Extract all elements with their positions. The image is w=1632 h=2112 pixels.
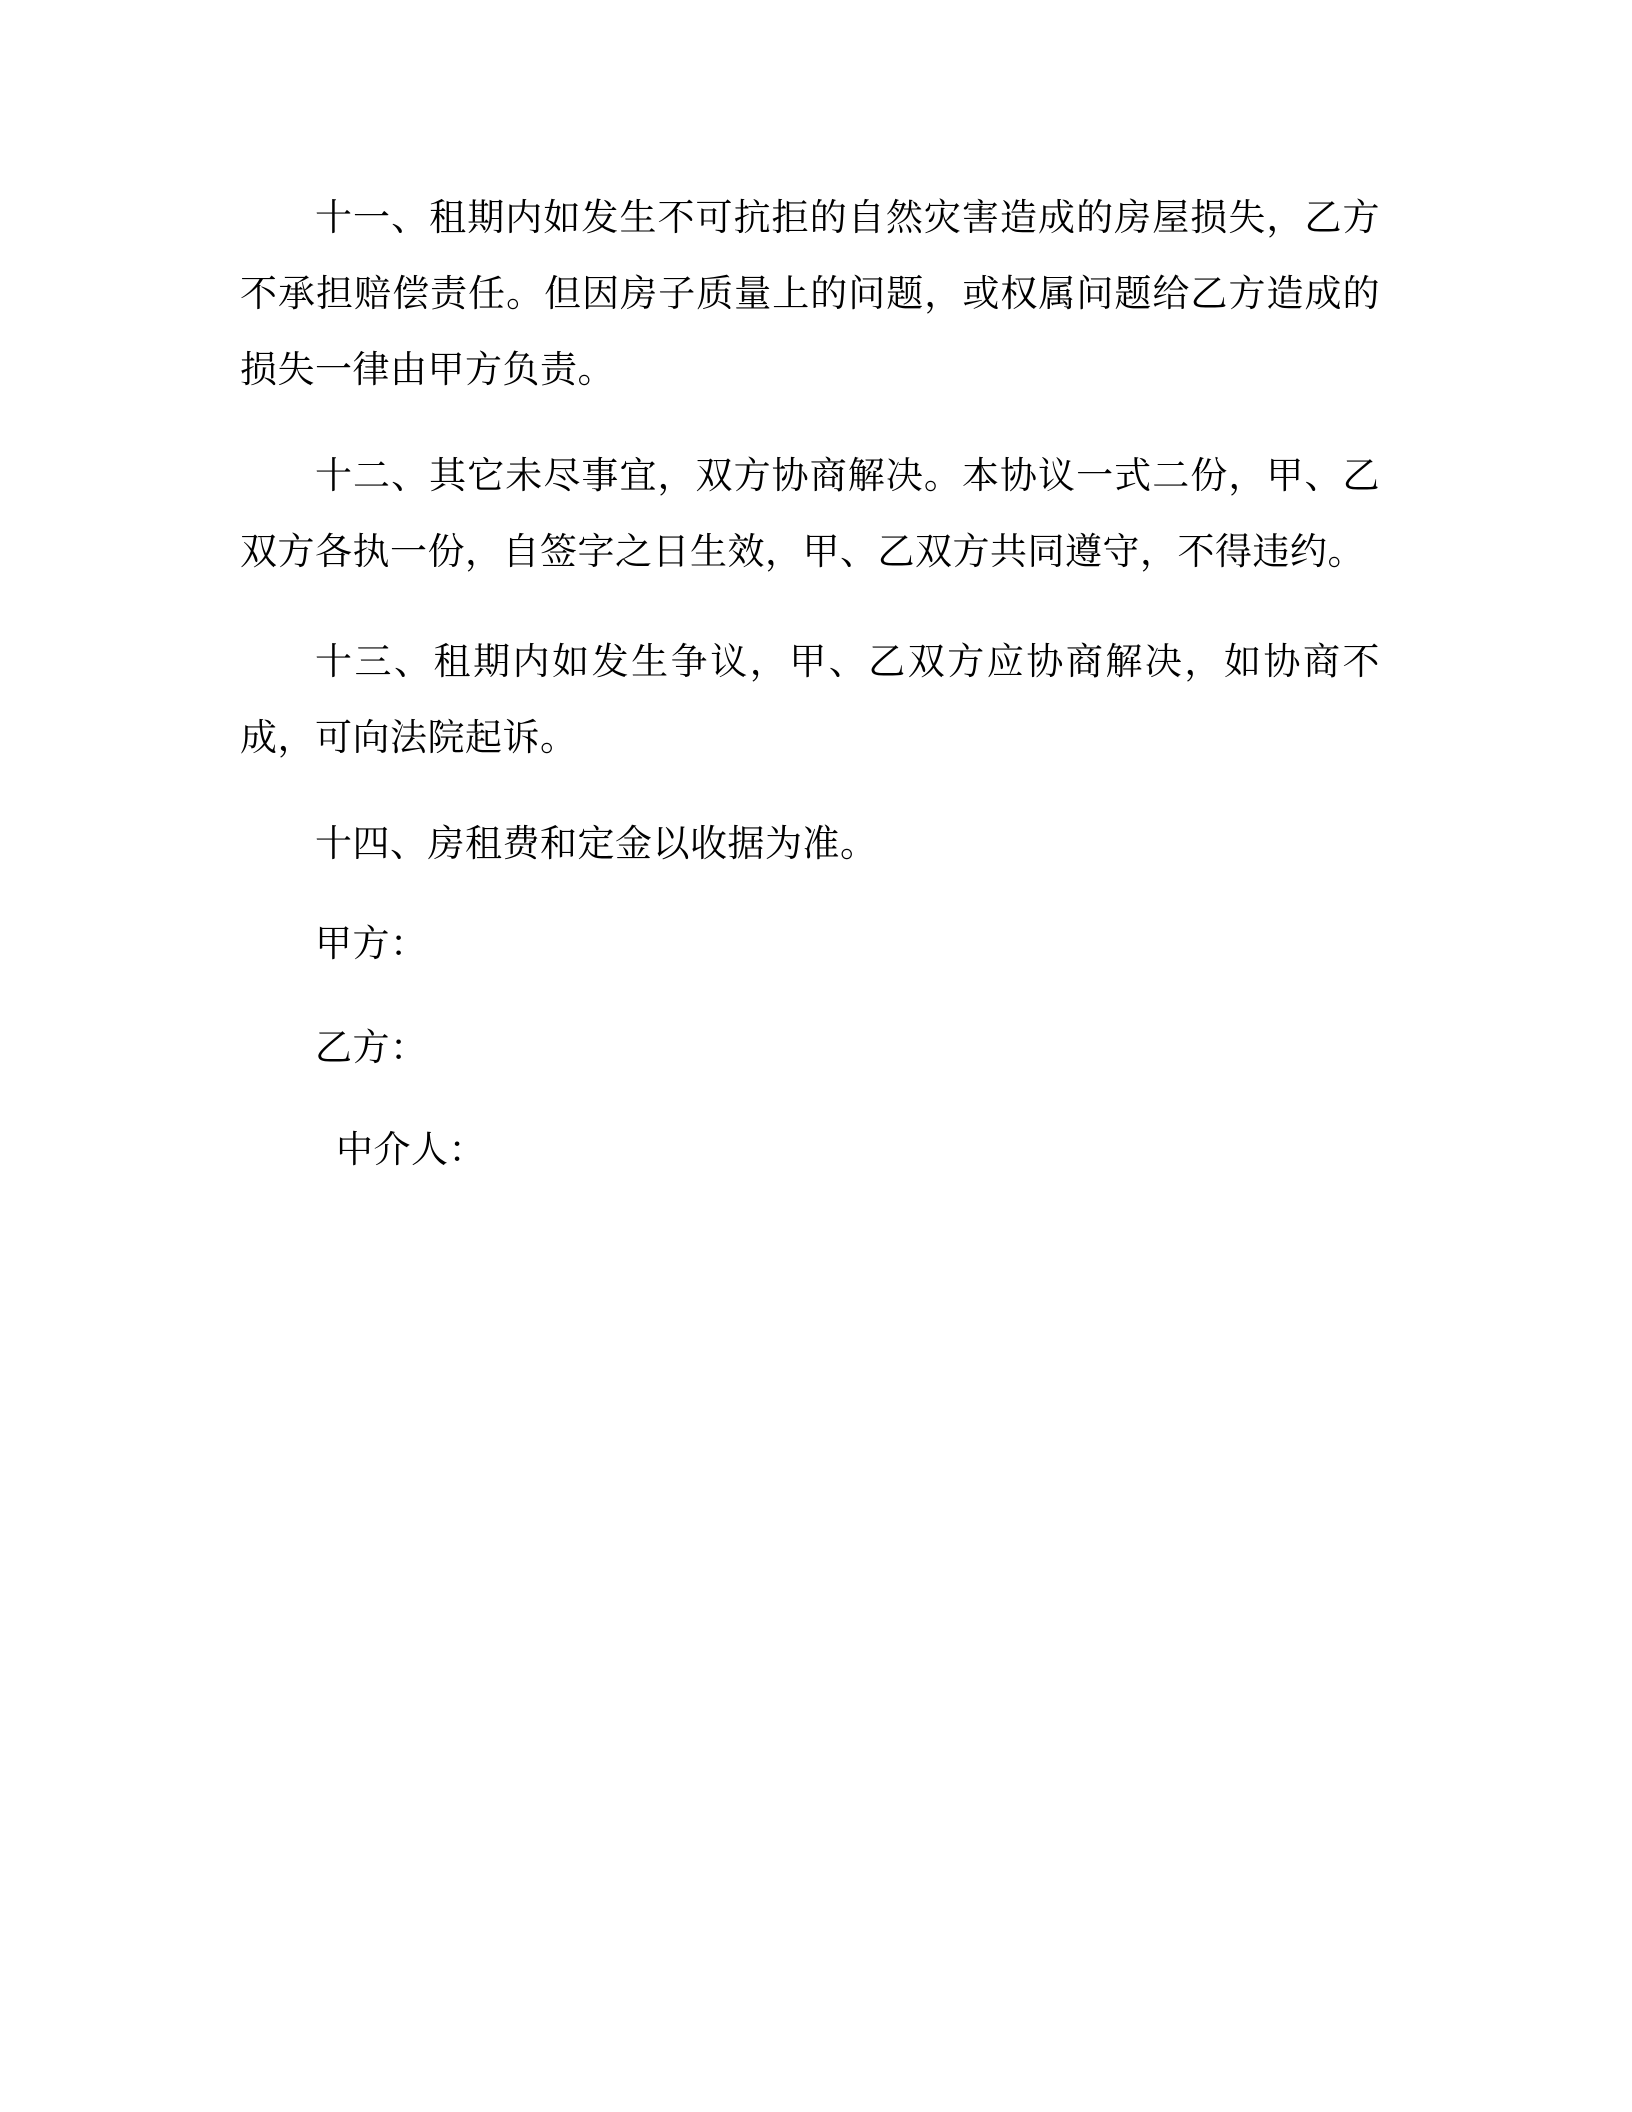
- signature-intermediary-label: 中介人：: [336, 1128, 486, 1171]
- signature-party-b-label: 乙方：: [315, 1026, 428, 1069]
- clause-12: 十二、其它未尽事宜，双方协商解决。本协议一式二份，甲、乙双方各执一份，自签字之日生效，甲、乙双方共同遵守，不得违约。: [240, 454, 1380, 573]
- clause-14: 十四、房租费和定金以收据为准。: [315, 822, 878, 865]
- clause-13: 十三、租期内如发生争议，甲、乙双方应协商解决，如协商不成，可向法院起诉。: [240, 640, 1380, 759]
- signature-party-a-label: 甲方：: [315, 922, 428, 965]
- clause-11: 十一、租期内如发生不可抗拒的自然灾害造成的房屋损失，乙方不承担赔偿责任。但因房子质量上的问题，或权属问题给乙方造成的损失一律由甲方负责。: [240, 196, 1380, 391]
